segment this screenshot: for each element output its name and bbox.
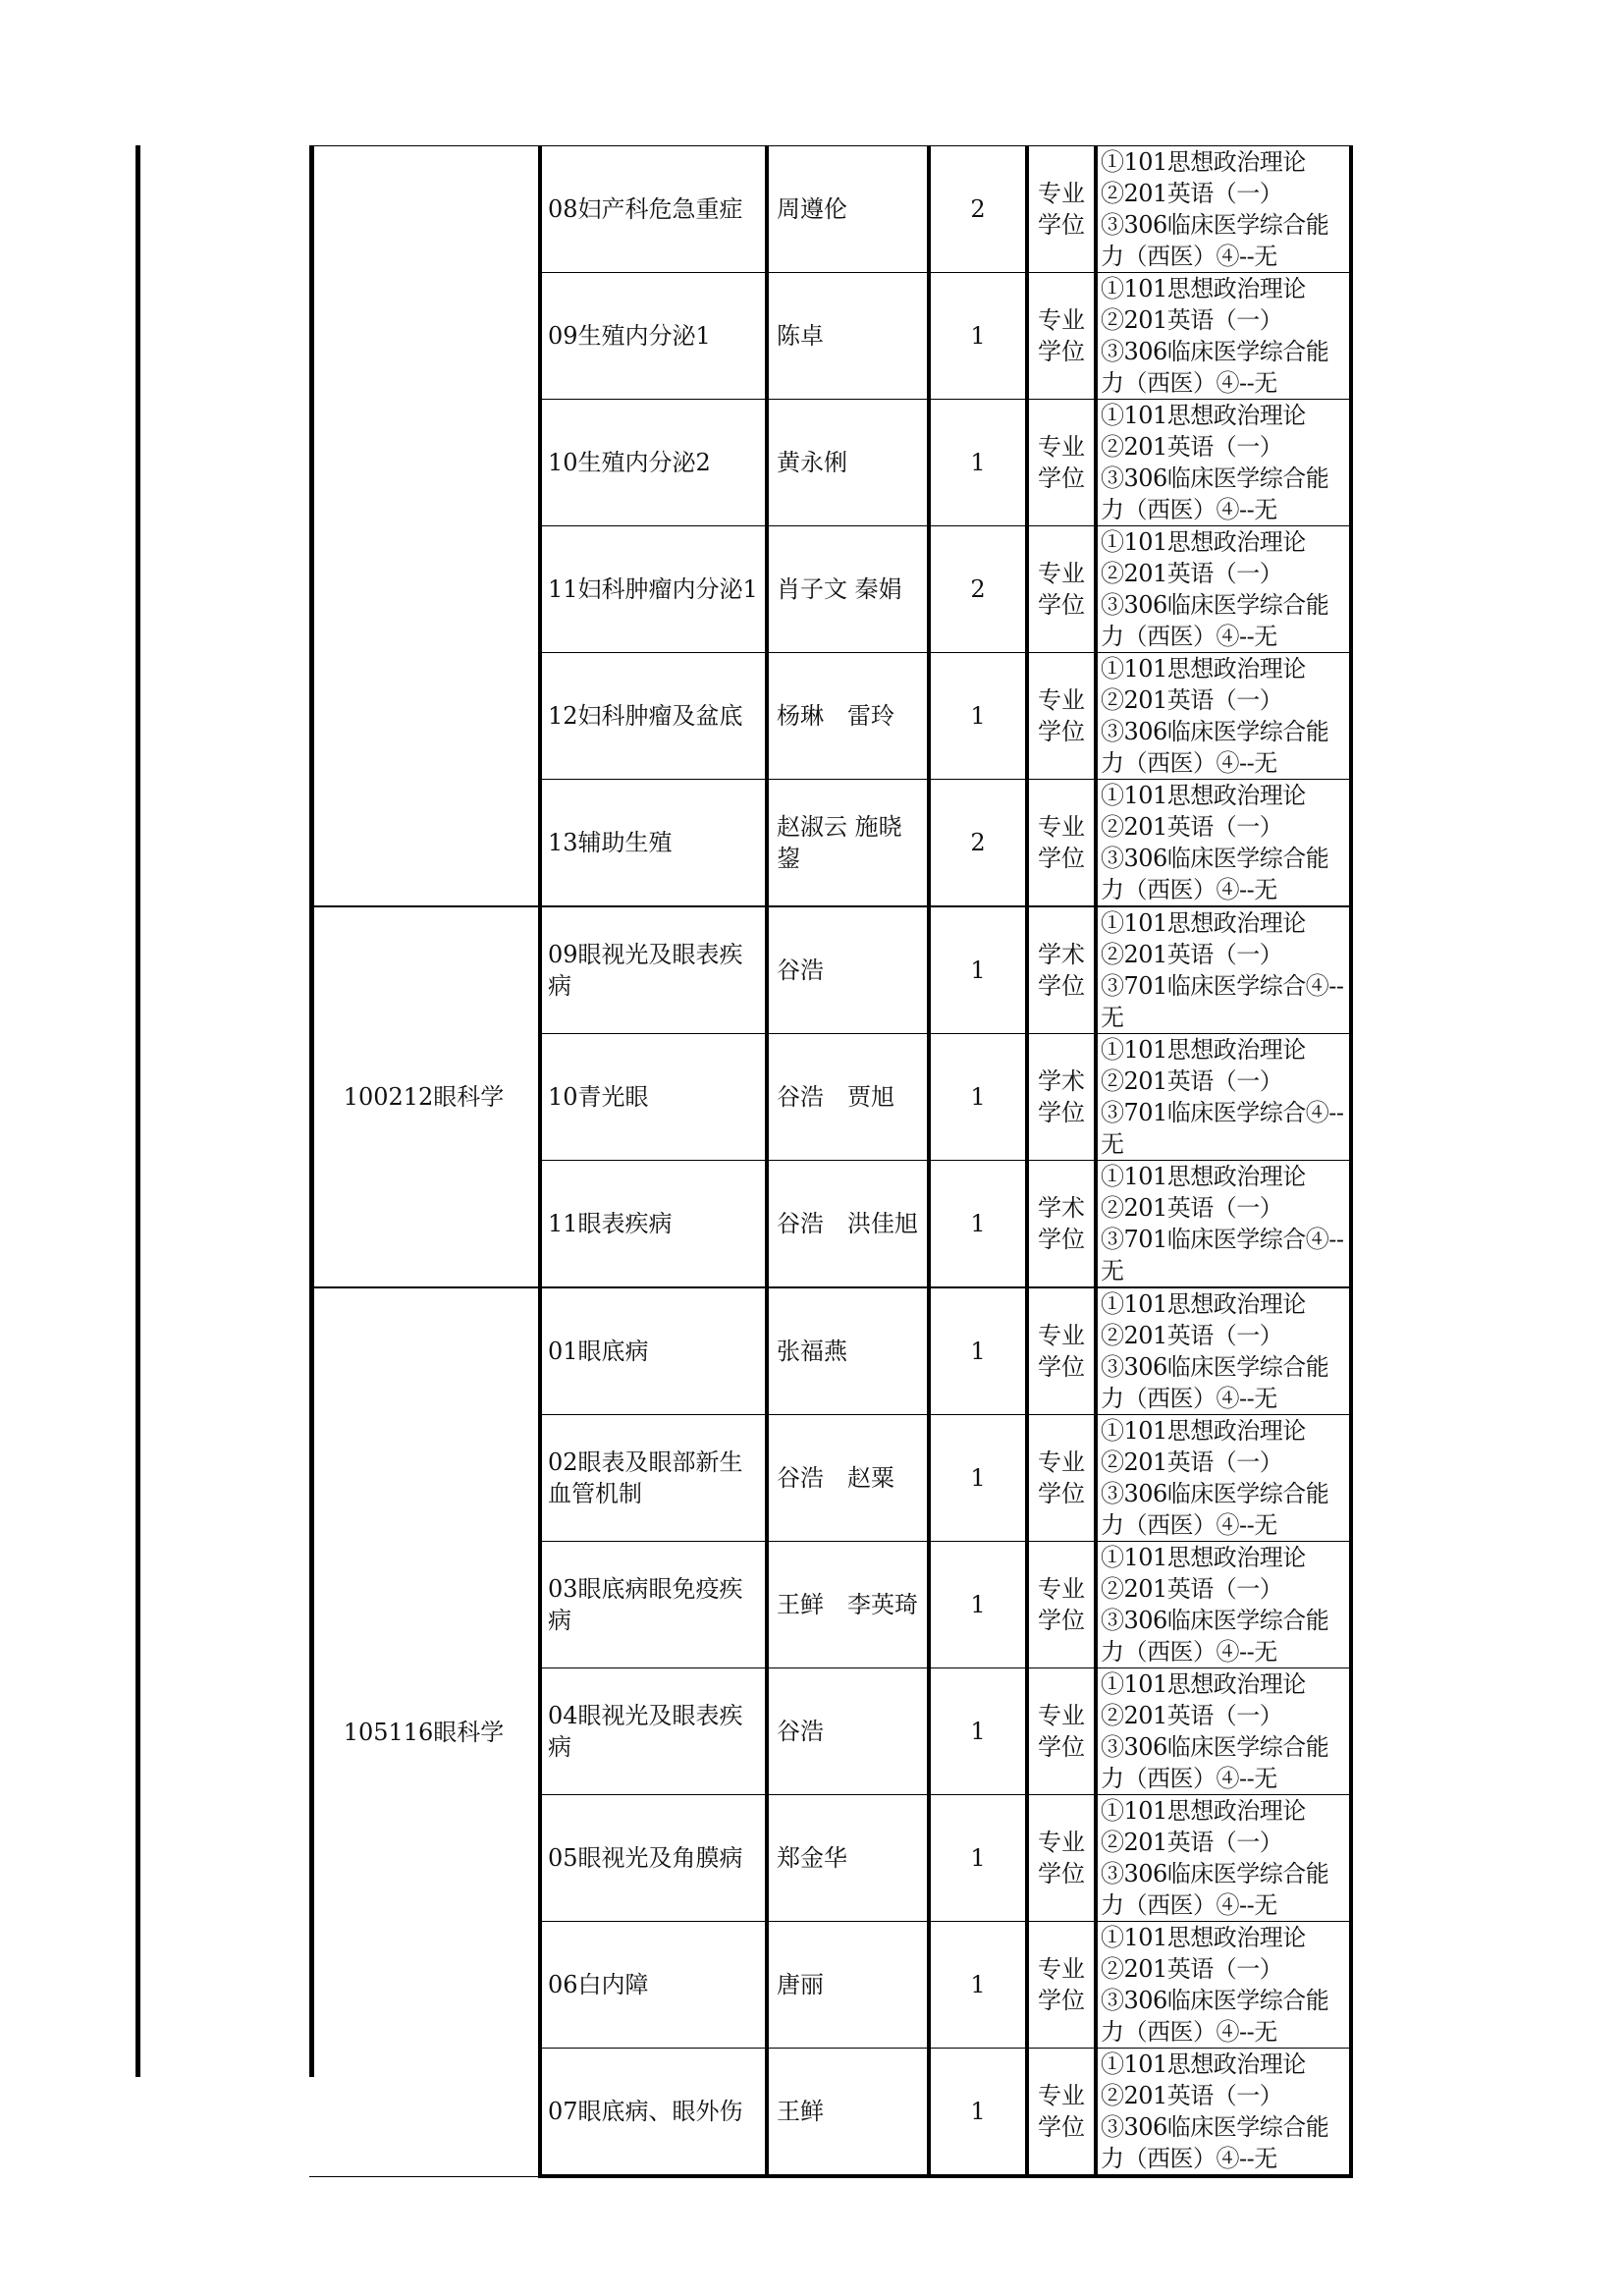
exam-subjects-cell <box>1096 1161 1351 1288</box>
exam-subjects-text: ①101思想政治理论②201英语（一）③306临床医学综合能力（西医）④--无 <box>1101 1924 1329 2046</box>
exam-subjects-text: ①101思想政治理论②201英语（一）③701临床医学综合④--无 <box>1101 1036 1344 1158</box>
exam-subjects-cell <box>1096 1922 1351 2049</box>
exam-subjects-cell <box>1096 653 1351 780</box>
quota-cell: 1 <box>929 653 1027 780</box>
exam-subjects-text: ①101思想政治理论②201英语（一）③701临床医学综合④--无 <box>1101 1163 1344 1285</box>
direction-cell: 07眼底病、眼外伤 <box>540 2049 767 2177</box>
advisor-cell: 谷浩 洪佳旭 <box>767 1161 929 1288</box>
degree-type-cell: 专业学位 <box>1027 1795 1096 1922</box>
degree-type-cell: 专业学位 <box>1027 1922 1096 2049</box>
direction-cell: 13辅助生殖 <box>540 780 767 907</box>
advisor-cell: 郑金华 <box>767 1795 929 1922</box>
direction-cell: 11妇科肿瘤内分泌1 <box>540 526 767 653</box>
quota-cell: 1 <box>929 1922 1027 2049</box>
table-row <box>309 1287 1351 1415</box>
quota-cell: 2 <box>929 146 1027 273</box>
exam-subjects-cell <box>1096 146 1351 273</box>
advisor-cell: 陈卓 <box>767 273 929 400</box>
table-row <box>309 146 1351 273</box>
direction-cell: 06白内障 <box>540 1922 767 2049</box>
exam-subjects-cell <box>1096 1542 1351 1668</box>
quota-cell: 1 <box>929 1795 1027 1922</box>
admissions-table <box>309 145 1353 2178</box>
advisor-cell: 唐丽 <box>767 1922 929 2049</box>
exam-subjects-cell <box>1096 1795 1351 1922</box>
degree-type-cell: 专业学位 <box>1027 273 1096 400</box>
advisor-cell: 谷浩 贾旭 <box>767 1034 929 1161</box>
degree-type-cell: 专业学位 <box>1027 1287 1096 1415</box>
exam-subjects-text: ①101思想政治理论②201英语（一）③306临床医学综合能力（西医）④--无 <box>1101 1797 1329 1919</box>
exam-subjects-cell <box>1096 1034 1351 1161</box>
quota-cell: 1 <box>929 2049 1027 2177</box>
exam-subjects-text: ①101思想政治理论②201英语（一）③701临床医学综合④--无 <box>1101 909 1344 1031</box>
exam-subjects-text: ①101思想政治理论②201英语（一）③306临床医学综合能力（西医）④--无 <box>1101 402 1329 523</box>
exam-subjects-cell <box>1096 906 1351 1034</box>
advisor-cell: 肖子文 秦娟 <box>767 526 929 653</box>
table-body <box>309 146 1351 2177</box>
direction-cell: 09生殖内分泌1 <box>540 273 767 400</box>
advisor-cell: 谷浩 赵粟 <box>767 1415 929 1542</box>
direction-cell: 10青光眼 <box>540 1034 767 1161</box>
exam-subjects-text: ①101思想政治理论②201英语（一）③306临床医学综合能力（西医）④--无 <box>1101 1290 1329 1412</box>
direction-cell: 12妇科肿瘤及盆底 <box>540 653 767 780</box>
quota-cell: 1 <box>929 1034 1027 1161</box>
quota-cell: 1 <box>929 400 1027 526</box>
degree-type-cell: 学术学位 <box>1027 906 1096 1034</box>
table-row <box>309 906 1351 1034</box>
advisor-cell: 王鲜 李英琦 <box>767 1542 929 1668</box>
direction-cell: 01眼底病 <box>540 1287 767 1415</box>
exam-subjects-text: ①101思想政治理论②201英语（一）③306临床医学综合能力（西医）④--无 <box>1101 1417 1329 1539</box>
exam-subjects-cell <box>1096 780 1351 907</box>
exam-subjects-text: ①101思想政治理论②201英语（一）③306临床医学综合能力（西医）④--无 <box>1101 148 1329 270</box>
degree-type-cell: 专业学位 <box>1027 780 1096 907</box>
exam-subjects-cell <box>1096 1287 1351 1415</box>
exam-subjects-text: ①101思想政治理论②201英语（一）③306临床医学综合能力（西医）④--无 <box>1101 2050 1329 2172</box>
degree-type-cell: 专业学位 <box>1027 1542 1096 1668</box>
direction-cell: 02眼表及眼部新生血管机制 <box>540 1415 767 1542</box>
degree-type-cell: 学术学位 <box>1027 1034 1096 1161</box>
advisor-cell: 张福燕 <box>767 1287 929 1415</box>
quota-cell: 1 <box>929 273 1027 400</box>
direction-cell: 04眼视光及眼表疾病 <box>540 1668 767 1795</box>
degree-type-cell: 专业学位 <box>1027 1668 1096 1795</box>
advisor-cell: 黄永俐 <box>767 400 929 526</box>
degree-type-cell: 专业学位 <box>1027 653 1096 780</box>
degree-type-cell: 学术学位 <box>1027 1161 1096 1288</box>
exam-subjects-text: ①101思想政治理论②201英语（一）③306临床医学综合能力（西医）④--无 <box>1101 782 1329 903</box>
exam-subjects-cell <box>1096 1415 1351 1542</box>
advisor-cell: 谷浩 <box>767 906 929 1034</box>
exam-subjects-cell <box>1096 400 1351 526</box>
degree-type-cell: 专业学位 <box>1027 400 1096 526</box>
major-cell: 105116眼科学 <box>309 1287 540 2176</box>
quota-cell: 2 <box>929 526 1027 653</box>
direction-cell: 10生殖内分泌2 <box>540 400 767 526</box>
exam-subjects-cell <box>1096 273 1351 400</box>
advisor-cell: 赵淑云 施晓鋆 <box>767 780 929 907</box>
exam-subjects-text: ①101思想政治理论②201英语（一）③306临床医学综合能力（西医）④--无 <box>1101 528 1329 650</box>
direction-cell: 08妇产科危急重症 <box>540 146 767 273</box>
quota-cell: 1 <box>929 1161 1027 1288</box>
exam-subjects-cell <box>1096 1668 1351 1795</box>
degree-type-cell: 专业学位 <box>1027 1415 1096 1542</box>
direction-cell: 05眼视光及角膜病 <box>540 1795 767 1922</box>
quota-cell: 1 <box>929 1542 1027 1668</box>
quota-cell: 1 <box>929 906 1027 1034</box>
exam-subjects-cell <box>1096 2049 1351 2177</box>
advisor-cell: 王鲜 <box>767 2049 929 2177</box>
exam-subjects-text: ①101思想政治理论②201英语（一）③306临床医学综合能力（西医）④--无 <box>1101 655 1329 777</box>
degree-type-cell: 专业学位 <box>1027 526 1096 653</box>
degree-type-cell: 专业学位 <box>1027 146 1096 273</box>
quota-cell: 1 <box>929 1668 1027 1795</box>
left-outer-border <box>135 145 140 2077</box>
direction-cell: 11眼表疾病 <box>540 1161 767 1288</box>
direction-cell: 09眼视光及眼表疾病 <box>540 906 767 1034</box>
advisor-cell: 谷浩 <box>767 1668 929 1795</box>
exam-subjects-text: ①101思想政治理论②201英语（一）③306临床医学综合能力（西医）④--无 <box>1101 1544 1329 1666</box>
direction-cell: 03眼底病眼免疫疾病 <box>540 1542 767 1668</box>
exam-subjects-text: ①101思想政治理论②201英语（一）③306临床医学综合能力（西医）④--无 <box>1101 1670 1329 1792</box>
exam-subjects-cell <box>1096 526 1351 653</box>
major-cell: 100212眼科学 <box>309 906 540 1287</box>
advisor-cell: 周遵伦 <box>767 146 929 273</box>
quota-cell: 2 <box>929 780 1027 907</box>
advisor-cell: 杨琳 雷玲 <box>767 653 929 780</box>
degree-type-cell: 专业学位 <box>1027 2049 1096 2177</box>
major-cell <box>309 146 540 907</box>
quota-cell: 1 <box>929 1415 1027 1542</box>
exam-subjects-text: ①101思想政治理论②201英语（一）③306临床医学综合能力（西医）④--无 <box>1101 275 1329 397</box>
quota-cell: 1 <box>929 1287 1027 1415</box>
